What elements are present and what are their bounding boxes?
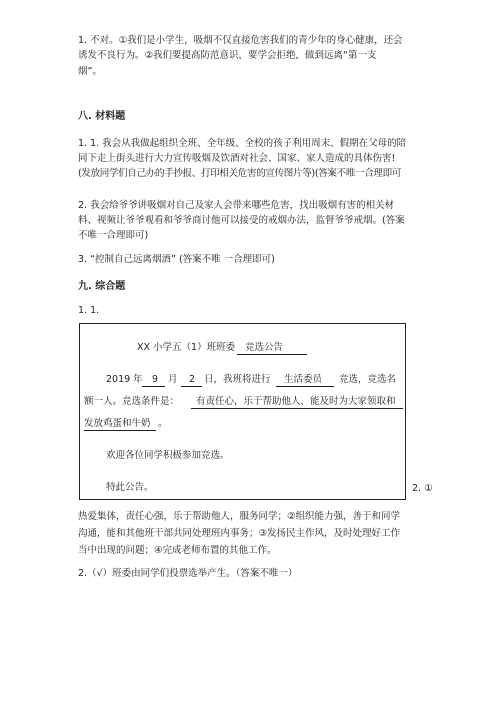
title-underline (237, 354, 307, 355)
cond2-underline (84, 430, 156, 431)
notice-title-prefix: XX 小学五（1）班班委 (137, 342, 236, 353)
s9-sub-number: 1. 1. (78, 305, 100, 316)
ans2-line2: 沟通，能和其他班干部共同处理班内事务；③发扬民主作风，及时处理好工作 (78, 528, 401, 539)
ans2-line3: 当中出现的问题；④完成老师布置的其他工作。 (78, 545, 277, 556)
notice-welcome: 欢迎各位同学积极参加竞选。 (106, 450, 230, 461)
month-underline (142, 386, 165, 387)
notice-day: 2 (189, 374, 196, 385)
notice-line1-end: 竞选，竞选名 (339, 374, 397, 385)
side-question-number: 2. ① (412, 483, 433, 494)
notice-line2-start: 额一人。竞选条件是： (84, 396, 180, 407)
s8-p2-line3: 不唯一合理即可) (78, 230, 149, 241)
q7-line3: 烟”。 (78, 66, 102, 77)
announcement-box (79, 323, 406, 500)
notice-cond1: 有责任心，乐于帮助他人，能及时为大家领取和 (196, 396, 396, 407)
notice-month: 9 (152, 374, 159, 385)
notice-year: 2019 (106, 374, 131, 385)
section-9-heading: 九. 综合题 (78, 281, 126, 292)
s8-p1-line2: 同下走上街头进行大力宣传吸烟及饮酒对社会、国家、家人造成的具体伤害! (78, 153, 396, 164)
day-underline (181, 386, 202, 387)
ans2-line1: 热爱集体，责任心强，乐于帮助他人，服务同学；②组织能力强，善于和同学 (78, 511, 401, 522)
section-8-heading: 八. 材料题 (78, 111, 126, 122)
s8-p3: 3. “控制自己远离烟酒” (答案不唯 一合理即可) (78, 254, 275, 265)
notice-month-suffix: 月 (168, 374, 178, 385)
q7-line1: 1. 不对。①我们是小学生，吸烟不仅直接危害我们的青少年的身心健康，还会 (78, 35, 403, 46)
s8-p2-line2: 料、视频让爷爷观看和爷爷商讨他可以接受的戒烟办法，监督爷爷戒烟。(答案 (78, 215, 405, 226)
notice-year-suffix: 年 (133, 374, 143, 385)
cond1-underline (191, 408, 403, 409)
s8-p1-line1: 1. 1. 我会从我做起组织全班、全年级、全校的孩子利用周末、假期在父母的陪 (78, 138, 407, 149)
notice-closing: 特此公告。 (106, 482, 154, 493)
ans3: 2.（√）班委由同学们投票选举产生。（答案不唯一） (78, 568, 298, 579)
role-underline (276, 386, 334, 387)
s8-p1-line3: (发放同学们自己办的手抄报、打印相关危害的宣传图片等)(答案不唯一合理即可 (78, 168, 402, 179)
notice-role: 生活委员 (284, 374, 323, 385)
q7-line2: 诱发不良行为。②我们要提高防范意识，要学会拒绝，做到远离“第一支 (78, 50, 377, 61)
notice-cond2-end: 。 (158, 418, 168, 429)
notice-cond2: 发放鸡蛋和牛奶 (84, 418, 151, 429)
notice-title-fill: 竞选公告 (245, 342, 284, 353)
notice-line1-mid: 日，我班将进行 (204, 374, 271, 385)
s8-p2-line1: 2. 我会给爷爷讲吸烟对自己及家人会带来哪些危害，找出吸烟有害的相关材 (78, 200, 395, 211)
